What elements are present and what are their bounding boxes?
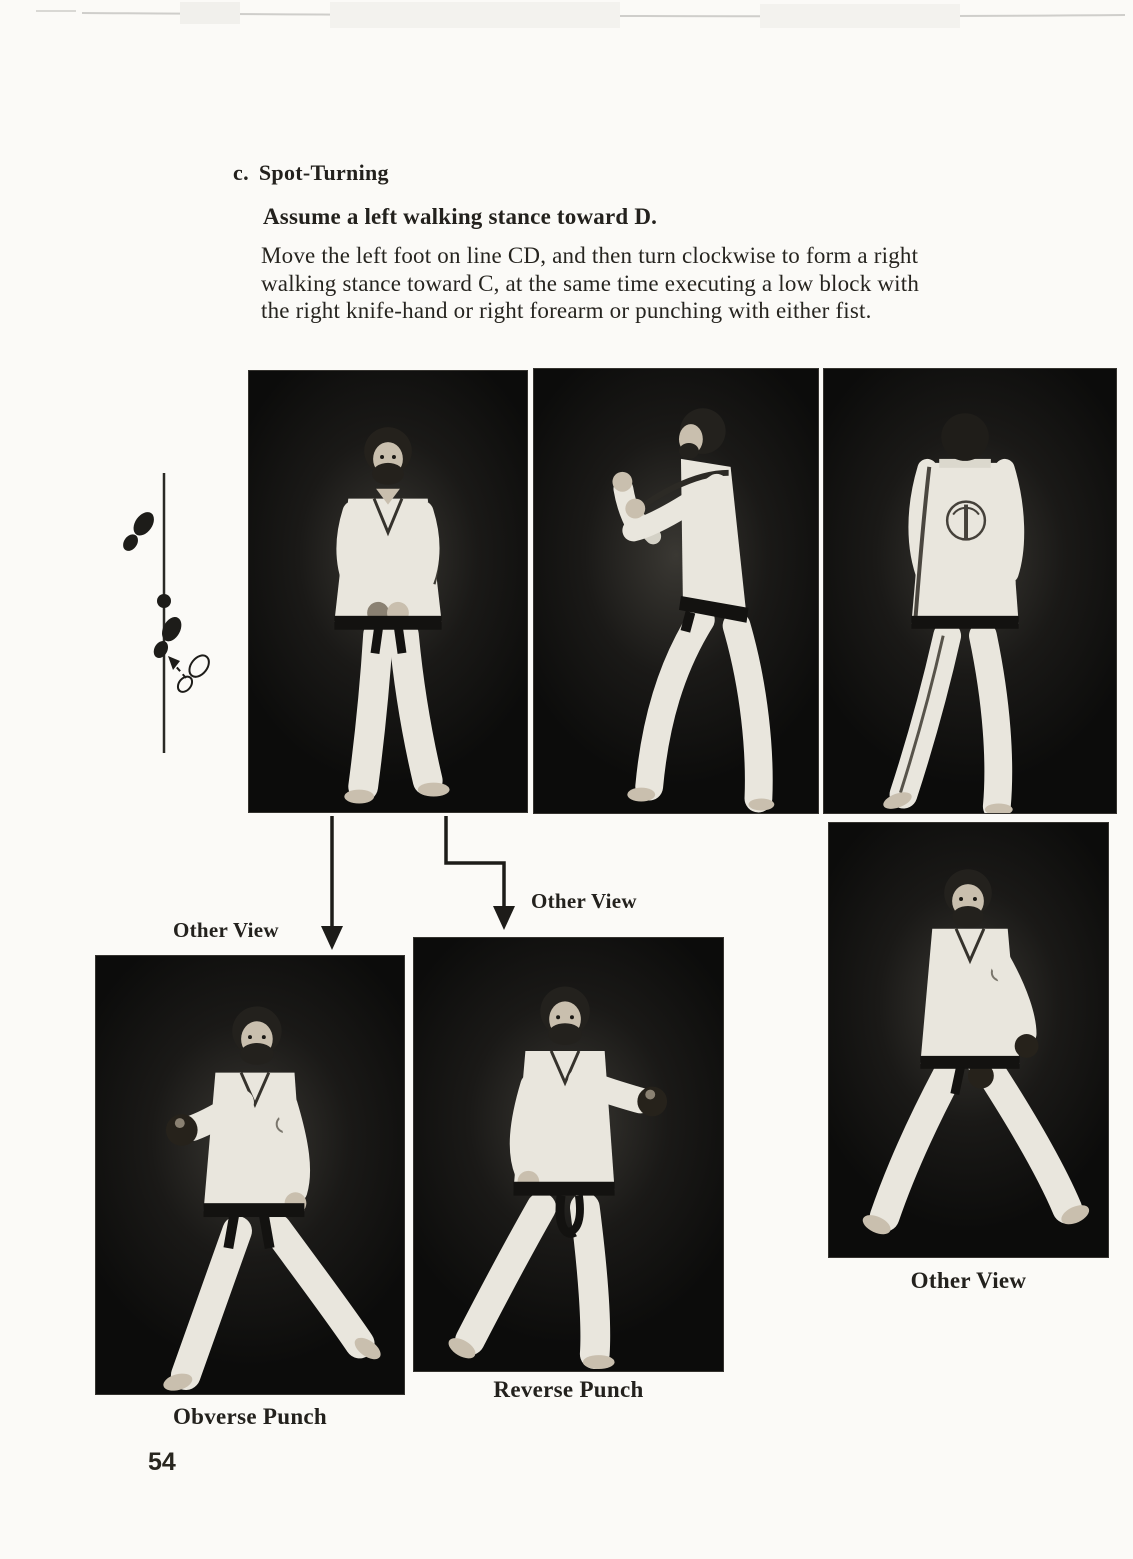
flow-arrow-right [446, 816, 515, 930]
figure-silhouette [249, 371, 527, 812]
page-number: 54 [148, 1448, 176, 1476]
figure-silhouette [824, 369, 1116, 813]
flow-arrow-left [321, 816, 343, 950]
photo-obverse-punch [95, 955, 405, 1395]
section-title: Spot-Turning [258, 160, 389, 185]
caption-other-view-left: Other View [173, 918, 279, 942]
paragraph-line: the right knife-hand or right forearm or punching with either fist. [261, 298, 872, 323]
figure-silhouette [96, 956, 404, 1394]
photo-ready-stance-front [248, 370, 528, 813]
photo-reverse-punch [413, 937, 724, 1372]
figure-silhouette [829, 823, 1108, 1257]
paragraph-line: Move the left foot on line CD, and then turn clockwise to form a right [261, 243, 919, 268]
paragraph-line: walking stance toward C, at the same time executing a low block with [261, 270, 920, 296]
foot-movement-diagram [118, 473, 212, 753]
caption-reverse-punch: Reverse Punch [493, 1377, 644, 1402]
photo-low-block-other-view [828, 822, 1109, 1258]
figure-silhouette [534, 369, 818, 813]
figure-silhouette [414, 938, 723, 1371]
caption-other-view-right: Other View [910, 1268, 1027, 1293]
photo-turning-side [533, 368, 819, 814]
photo-turning-back [823, 368, 1117, 814]
section-heading [233, 160, 389, 186]
instruction-paragraph [261, 242, 919, 325]
stance-instruction: Assume a left walking stance toward D. [263, 204, 658, 229]
caption-obverse-punch: Obverse Punch [172, 1404, 328, 1429]
scan-artifact-line [36, 2, 1125, 28]
section-index: c. [233, 160, 249, 185]
caption-other-view-mid: Other View [531, 889, 637, 913]
